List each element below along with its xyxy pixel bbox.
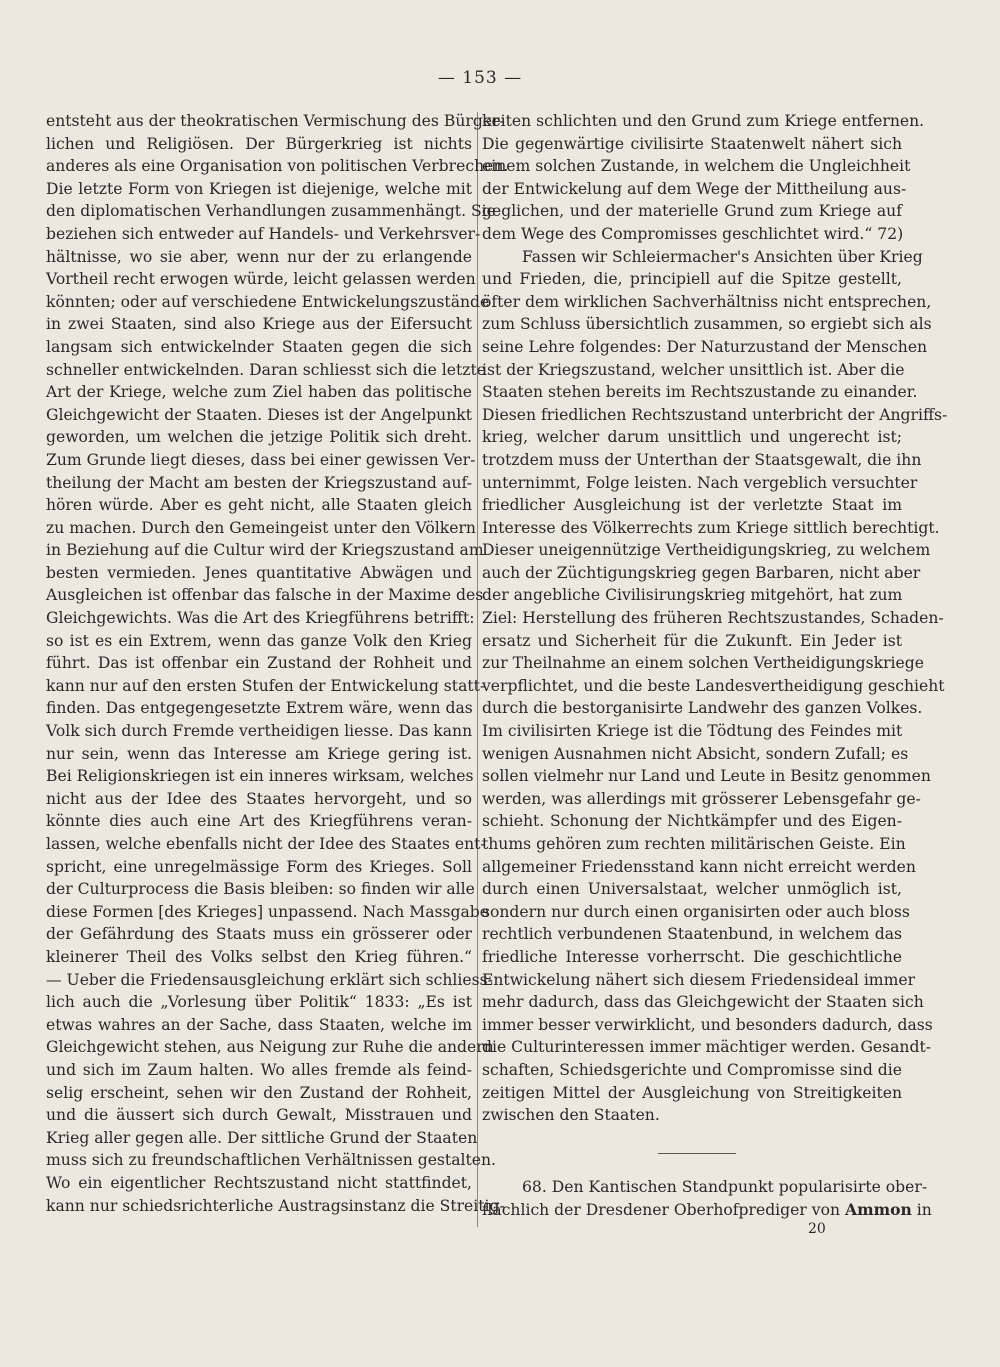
footnote-line xyxy=(482,1199,932,1222)
text-line: schieht. Schonung der Nichtkämpfer und des Eigen- xyxy=(482,812,902,831)
text-line: schneller entwickelnden. Daran schliesst sich die letzte xyxy=(46,360,486,379)
text-line: der angebliche Civilisirungskrieg mitgehört, hat zum xyxy=(482,586,903,605)
text-line: auch der Züchtigungskrieg gegen Barbaren, nicht aber xyxy=(482,563,921,582)
text-line: Art der Kriege, welche zum Ziel haben das politische xyxy=(46,383,472,402)
text-line: die Culturinteressen immer mächtiger werden. Gesandt- xyxy=(482,1038,931,1057)
text-line: zeitigen Mittel der Ausgleichung von Streitigkeiten xyxy=(482,1083,902,1102)
text-line: lassen, welche ebenfalls nicht der Idee des Staates ent- xyxy=(46,835,486,853)
text-line: dem Wege des Compromisses geschlichtet wird.“ 72) xyxy=(482,224,904,243)
text-line: Wo ein eigentlicher Rechtszustand nicht stattfindet, xyxy=(46,1173,472,1192)
text-line: spricht, eine unregelmässige Form des Krieges. Soll xyxy=(46,857,472,876)
text-line: unternimmt, Folge leisten. Nach vergeblich versuchter xyxy=(482,473,918,492)
text-line: öfter dem wirklichen Sachverhältniss nicht entsprechen, xyxy=(482,292,932,311)
text-line: zum Schluss übersichtlich zusammen, so ergiebt sich als xyxy=(482,315,932,334)
text-line: theilung der Macht am besten der Kriegszustand auf- xyxy=(46,473,472,492)
text-line: so ist es ein Extrem, wenn das ganze Volk den Krieg xyxy=(46,631,472,650)
text-line: Ziel: Herstellung des früheren Rechtszustandes, Schaden- xyxy=(482,609,944,628)
text-line: ist der Kriegszustand, welcher unsittlich ist. Aber die xyxy=(482,360,905,379)
text-line: ersatz und Sicherheit für die Zukunft. Ein Jeder ist xyxy=(482,631,902,650)
text-line: Entwickelung nähert sich diesem Friedensideal immer xyxy=(482,970,916,989)
right-column xyxy=(482,110,948,1127)
text-line: kann nur auf den ersten Stufen der Entwickelung statt- xyxy=(46,676,486,695)
text-line: hältnisse, wo sie aber, wenn nur der zu erlangende xyxy=(46,247,472,266)
text-line: Volk sich durch Fremde vertheidigen liesse. Das kann xyxy=(46,722,473,741)
text-line: Die letzte Form von Kriegen ist diejenige, welche mit xyxy=(46,179,472,198)
text-line: Im civilisirten Kriege ist die Tödtung des Feindes mit xyxy=(482,722,903,741)
footnote-line: 68. Den Kantischen Standpunkt popularisirte ober- xyxy=(522,1178,928,1196)
text-line: den diplomatischen Verhandlungen zusammenhängt. Sie xyxy=(46,202,496,221)
text-line: Interesse des Völkerrechts zum Kriege sittlich berechtigt. xyxy=(482,518,940,537)
text-line: muss sich zu freundschaftlichen Verhältnissen gestalten. xyxy=(46,1151,496,1170)
text-line: zwischen den Staaten. xyxy=(482,1106,660,1125)
text-line: könnten; oder auf verschiedene Entwickelungszustände xyxy=(46,292,490,311)
text-line: hören würde. Aber es geht nicht, alle Staaten gleich xyxy=(46,496,472,515)
page-number: — 153 — xyxy=(437,68,523,88)
text-line: krieg, welcher darum unsittlich und ungerecht ist; xyxy=(482,428,902,447)
footnote-name: Ammon xyxy=(845,1199,912,1219)
footnote-text: in xyxy=(911,1200,932,1219)
text-line: werden, was allerdings mit grösserer Lebensgefahr ge- xyxy=(482,789,921,808)
text-line: Ausgleichen ist offenbar das falsche in der Maxime des xyxy=(46,586,484,605)
text-line: thums gehören zum rechten militärischen Geiste. Ein xyxy=(482,835,906,853)
text-line: Fassen wir Schleiermacher's Ansichten über Krieg xyxy=(522,247,923,266)
text-line: sollen vielmehr nur Land und Leute in Besitz genommen xyxy=(482,767,931,786)
text-line: entsteht aus der theokratischen Vermischung des Bürger- xyxy=(46,112,505,130)
text-line: einem solchen Zustande, in welchem die Ungleichheit xyxy=(482,157,911,176)
text-line: lichen und Religiösen. Der Bürgerkrieg ist nichts xyxy=(46,134,472,153)
text-line: kann nur schiedsrichterliche Austragsinstanz die Streitig- xyxy=(46,1196,505,1215)
text-line: wenigen Ausnahmen nicht Absicht, sondern Zufall; es xyxy=(482,744,909,763)
text-line: beziehen sich entweder auf Handels- und Verkehrsver- xyxy=(46,224,481,243)
text-line: Gleichgewicht der Staaten. Dieses ist der Angelpunkt xyxy=(46,405,472,424)
text-line: Bei Religionskriegen ist ein inneres wirksam, welches xyxy=(46,767,474,786)
signature-mark: 20 xyxy=(808,1221,826,1237)
text-line: langsam sich entwickelnder Staaten gegen die sich xyxy=(46,337,472,356)
text-line: der Gefährdung des Staats muss ein grösserer oder xyxy=(46,925,472,944)
footnote-text: flächlich der Dresdener Oberhofprediger von xyxy=(482,1200,845,1219)
text-line: geworden, um welchen die jetzige Politik sich dreht. xyxy=(46,428,472,447)
text-line: — Ueber die Friedensausgleichung erklärt sich schliess- xyxy=(46,970,493,989)
text-line: anderes als eine Organisation von politischen Verbrechen. xyxy=(46,157,509,176)
footnote xyxy=(482,1176,932,1221)
text-line: durch einen Universalstaat, welcher unmöglich ist, xyxy=(482,880,902,899)
text-line: zur Theilnahme an einem solchen Vertheidigungskriege xyxy=(482,654,924,673)
text-line: und sich im Zaum halten. Wo alles fremde als feind- xyxy=(46,1060,472,1079)
text-line: könnte dies auch eine Art des Kriegführens veran- xyxy=(46,812,472,831)
text-line: friedliche Interesse vorherrscht. Die geschichtliche xyxy=(482,947,902,966)
text-line: zu machen. Durch den Gemeingeist unter den Völkern xyxy=(46,518,476,537)
text-line: Gleichgewichts. Was die Art des Kriegführens betrifft: xyxy=(46,609,475,628)
text-line: besten vermieden. Jenes quantitative Abwägen und xyxy=(46,563,472,582)
text-line: rechtlich verbundenen Staatenbund, in welchem das xyxy=(482,925,902,944)
text-line: in Beziehung auf die Cultur wird der Kriegszustand am xyxy=(46,541,484,560)
text-line: finden. Das entgegengesetzte Extrem wäre, wenn das xyxy=(46,699,473,718)
text-line: der Culturprocess die Basis bleiben: so finden wir alle xyxy=(46,880,475,899)
text-line: der Entwickelung auf dem Wege der Mittheilung aus- xyxy=(482,179,907,198)
text-line: lich auch die „Vorlesung über Politik“ 1833: „Es ist xyxy=(46,993,472,1012)
text-line: verpflichtet, und die beste Landesvertheidigung geschieht xyxy=(482,676,945,695)
text-line: selig erscheint, sehen wir den Zustand der Rohheit, xyxy=(46,1083,472,1102)
text-line: Diesen friedlichen Rechtszustand unterbricht der Angriffs- xyxy=(482,405,948,424)
text-line: mehr dadurch, dass das Gleichgewicht der Staaten sich xyxy=(482,993,924,1012)
text-line: immer besser verwirklicht, und besonders dadurch, dass xyxy=(482,1015,933,1034)
text-line: Gleichgewicht stehen, aus Neigung zur Ruhe die andern xyxy=(46,1038,494,1057)
text-line: nur sein, wenn das Interesse am Kriege gering ist. xyxy=(46,744,472,763)
text-line: geglichen, und der materielle Grund zum Kriege auf xyxy=(482,202,902,221)
text-line: Krieg aller gegen alle. Der sittliche Grund der Staaten xyxy=(46,1128,478,1147)
column-rule xyxy=(477,112,478,1227)
text-line: durch die bestorganisirte Landwehr des ganzen Volkes. xyxy=(482,699,923,718)
text-line: trotzdem muss der Unterthan der Staatsgewalt, die ihn xyxy=(482,450,922,469)
text-line: in zwei Staaten, sind also Kriege aus der Eifersucht xyxy=(46,315,472,334)
text-line: Die gegenwärtige civilisirte Staatenwelt nähert sich xyxy=(482,134,902,153)
left-column xyxy=(46,110,509,1217)
text-line: diese Formen [des Krieges] unpassend. Nach Massgabe xyxy=(46,902,490,921)
text-line: sondern nur durch einen organisirten oder auch bloss xyxy=(482,902,910,921)
text-line: allgemeiner Friedensstand kann nicht erreicht werden xyxy=(482,857,916,876)
text-line: Vortheil recht erwogen würde, leicht gelassen werden xyxy=(46,270,476,289)
text-line: nicht aus der Idee des Staates hervorgeht, und so xyxy=(46,789,472,808)
text-line: friedlicher Ausgleichung ist der verletzte Staat im xyxy=(482,496,902,515)
text-line: und die äussert sich durch Gewalt, Misstrauen und xyxy=(46,1106,472,1125)
text-line: schaften, Schiedsgerichte und Compromisse sind die xyxy=(482,1060,902,1079)
text-line: Dieser uneigennützige Vertheidigungskrieg, zu welchem xyxy=(482,541,931,560)
text-line: etwas wahres an der Sache, dass Staaten, welche im xyxy=(46,1015,472,1034)
text-line: Zum Grunde liegt dieses, dass bei einer gewissen Ver- xyxy=(46,450,476,469)
text-line: Staaten stehen bereits im Rechtszustande zu einander. xyxy=(482,383,918,402)
section-divider xyxy=(658,1153,736,1154)
text-line: und Frieden, die, principiell auf die Spitze gestellt, xyxy=(482,270,902,289)
text-line: keiten schlichten und den Grund zum Kriege entfernen. xyxy=(482,112,925,130)
text-line: seine Lehre folgendes: Der Naturzustand der Menschen xyxy=(482,337,928,356)
text-line: führt. Das ist offenbar ein Zustand der Rohheit und xyxy=(46,654,472,673)
text-line: kleinerer Theil des Volks selbst den Krieg führen.“ xyxy=(46,947,472,966)
